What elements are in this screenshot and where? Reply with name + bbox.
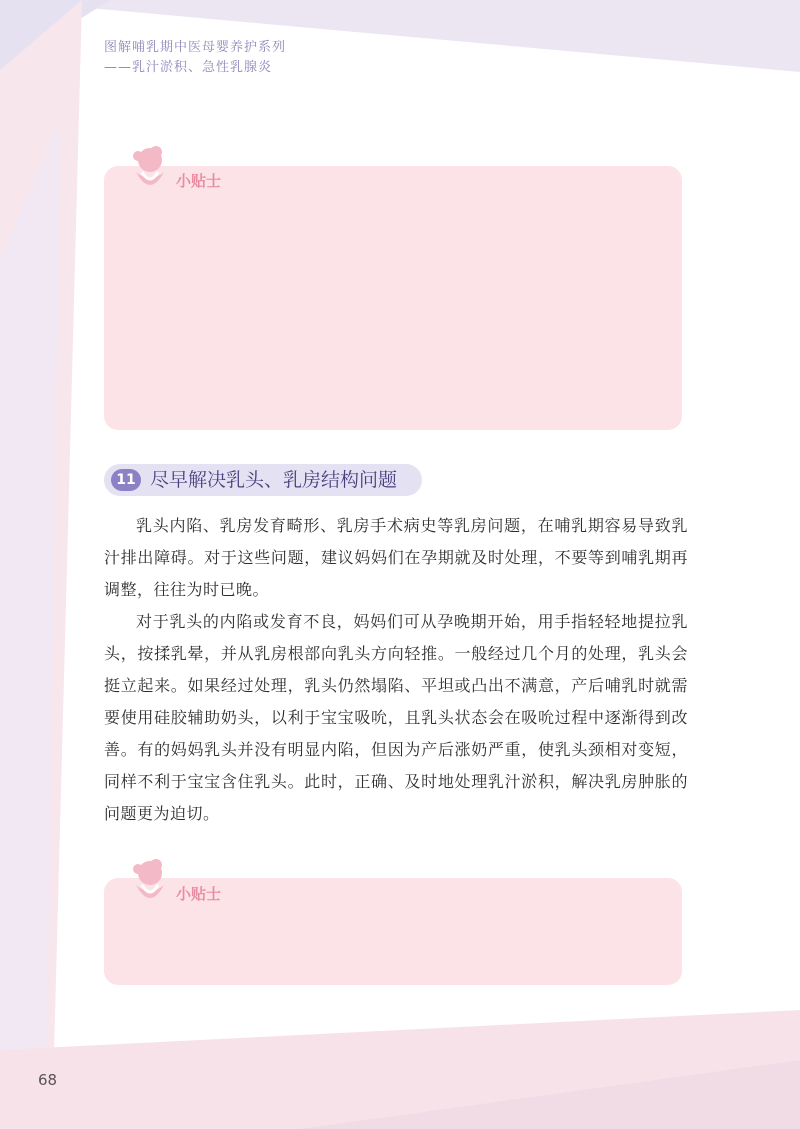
- section-number-badge: 11: [111, 469, 141, 491]
- series-subtitle: ——乳汁淤积、急性乳腺炎: [104, 60, 273, 75]
- section-title: 尽早解决乳头、乳房结构问题: [150, 469, 398, 491]
- page-number: 68: [38, 1071, 58, 1089]
- tip-box: [104, 166, 682, 430]
- tip-label: 小贴士: [176, 172, 222, 190]
- tip-header: [128, 142, 222, 196]
- baby-icon: [128, 855, 174, 905]
- series-title: 图解哺乳期中医母婴养护系列: [104, 40, 287, 55]
- section-heading: [104, 464, 422, 496]
- series-header: [104, 38, 286, 78]
- body-paragraph: 乳头内陷、乳房发育畸形、乳房手术病史等乳房问题，在哺乳期容易导致乳汁排出障碍。对于这些问题，建议妈妈们在孕期就及时处理，不要等到哺乳期再调整，往往为时已晚。: [104, 516, 688, 599]
- body-text: [104, 510, 688, 830]
- tip-label: 小贴士: [176, 885, 222, 903]
- baby-icon: [128, 142, 174, 192]
- tip-header: [128, 855, 222, 909]
- body-paragraph: 对于乳头的内陷或发育不良，妈妈们可从孕晚期开始，用手指轻轻地提拉乳头，按揉乳晕，并从乳房根部向乳头方向轻推。一般经过几个月的处理，乳头会挺立起来。如果经过处理，乳头仍然塌陷、平坦或凸出不满意，产后哺乳时就需要使用硅胶辅助奶头，以利于宝宝吸吮，且乳头状态会在吸吮过程中逐渐得到改善。有的妈妈乳头并没有明显内陷，但因为产后涨奶严重，使乳头颈相对变短，同样不利于宝宝含住乳头。此时，正确、及时地处理乳汁淤积，解决乳房肿胀的问题更为迫切。: [104, 612, 688, 823]
